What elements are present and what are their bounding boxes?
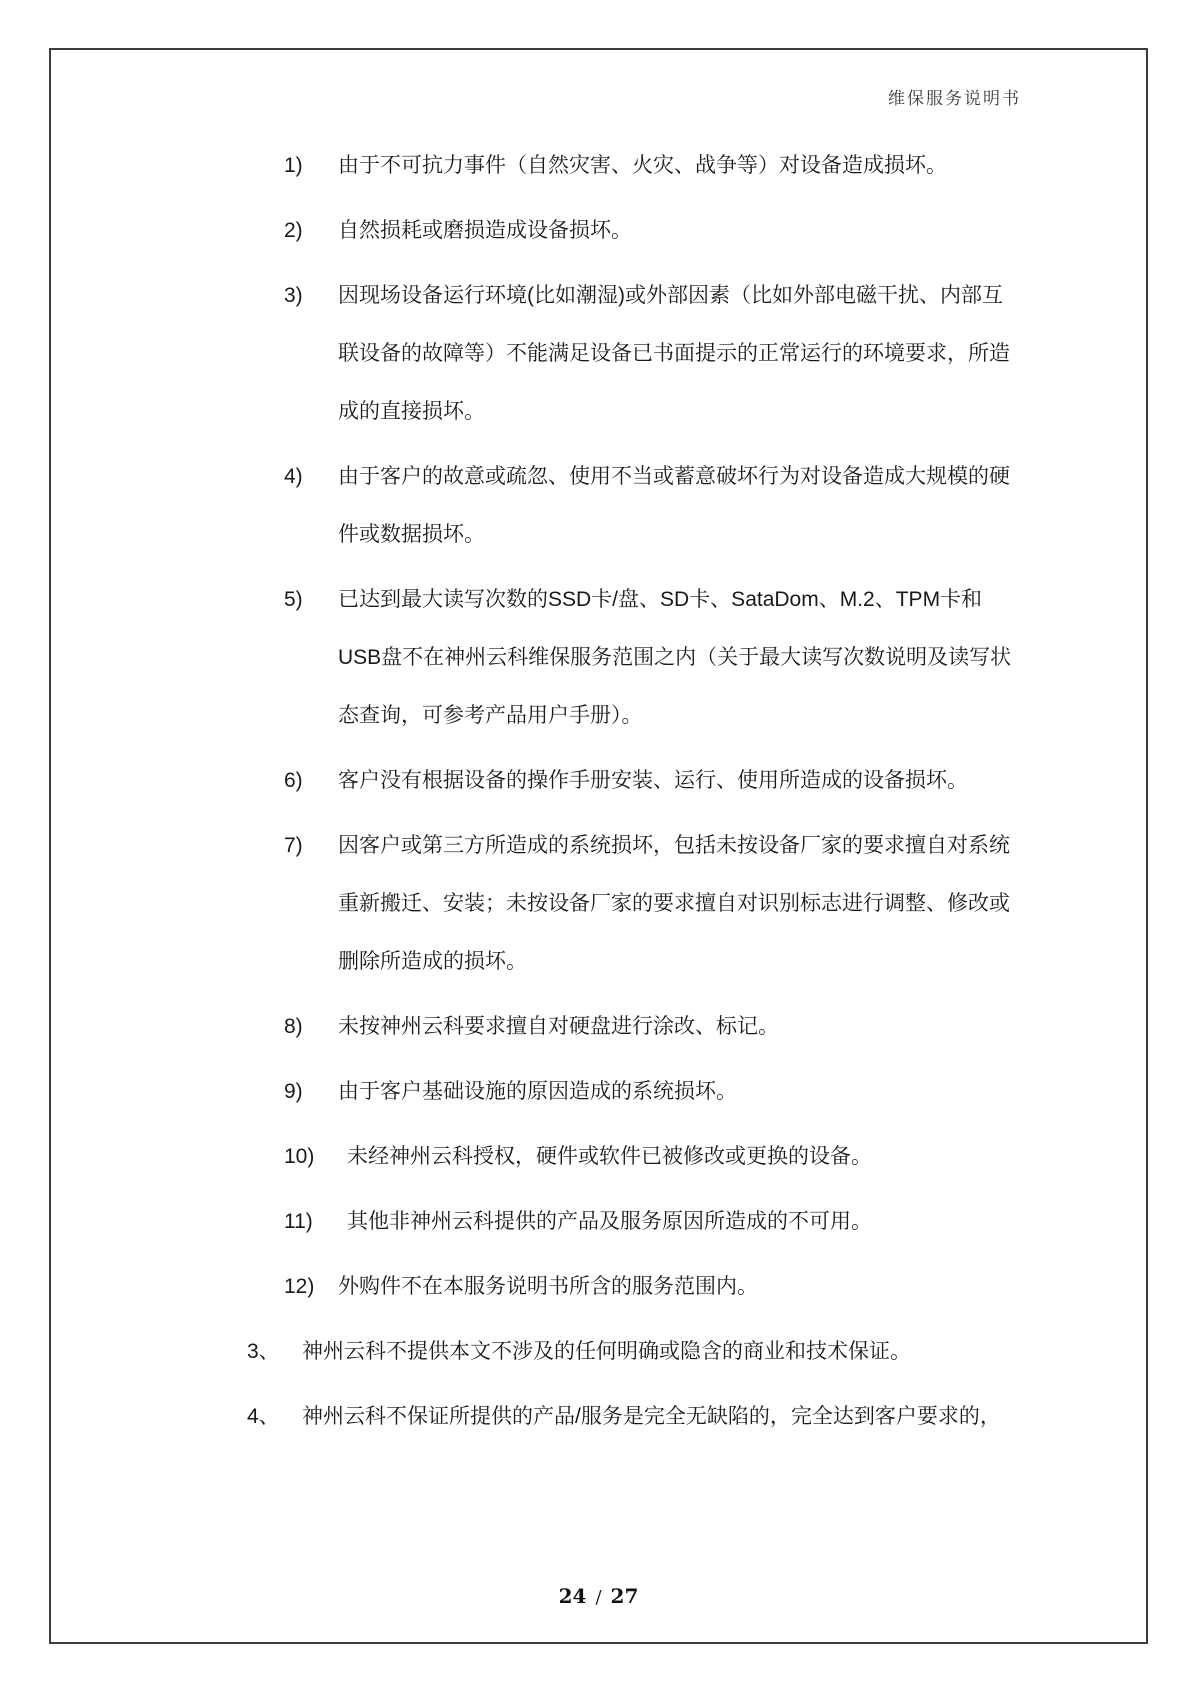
list-item bbox=[284, 137, 1044, 195]
page-number-separator: / bbox=[595, 1587, 602, 1608]
document-header-title: 维保服务说明书 bbox=[888, 89, 1021, 109]
item-text bbox=[338, 1193, 1044, 1251]
item-text bbox=[338, 998, 1044, 1056]
page-footer bbox=[51, 1584, 1146, 1608]
list-item bbox=[284, 1193, 1044, 1251]
item-line: 外购件不在本服务说明书所含的服务范围内。 bbox=[338, 1275, 758, 1298]
list-item bbox=[284, 448, 1044, 564]
item-text bbox=[338, 1258, 1044, 1316]
item-line: 未经神州云科授权，硬件或软件已被修改或更换的设备。 bbox=[347, 1145, 872, 1168]
item-line: 由于客户的故意或疏忽、使用不当或蓄意破坏行为对设备造成大规模的硬 bbox=[338, 465, 1010, 488]
item-text bbox=[338, 448, 1044, 564]
item-line: 由于不可抗力事件（自然灾害、火灾、战争等）对设备造成损坏。 bbox=[338, 154, 947, 177]
item-line: 重新搬迁、安装；未按设备厂家的要求擅自对识别标志进行调整、修改或 bbox=[338, 892, 1010, 915]
item-number: 3、 bbox=[247, 1340, 280, 1363]
item-line: 件或数据损坏。 bbox=[338, 523, 485, 546]
list-item-main bbox=[247, 1388, 1044, 1446]
item-line: 其他非神州云科提供的产品及服务原因所造成的不可用。 bbox=[347, 1210, 872, 1233]
item-line: 客户没有根据设备的操作手册安装、运行、使用所造成的设备损坏。 bbox=[338, 769, 968, 792]
page-frame bbox=[49, 48, 1148, 1644]
item-line: 态查询，可参考产品用户手册）。 bbox=[338, 704, 643, 727]
item-number: 7) bbox=[284, 834, 303, 857]
item-number: 4、 bbox=[247, 1405, 280, 1428]
item-line: 由于客户基础设施的原因造成的系统损坏。 bbox=[338, 1080, 737, 1103]
list-item bbox=[284, 817, 1044, 991]
list-item bbox=[284, 1128, 1044, 1186]
item-text bbox=[302, 1323, 1044, 1381]
list-item bbox=[284, 752, 1044, 810]
item-line: 成的直接损坏。 bbox=[338, 400, 485, 423]
item-number: 8) bbox=[284, 1015, 303, 1038]
list-item bbox=[284, 998, 1044, 1056]
item-number: 10) bbox=[284, 1145, 315, 1168]
item-line: 删除所造成的损坏。 bbox=[338, 950, 527, 973]
item-number: 3) bbox=[284, 284, 303, 307]
item-line: USB盘不在神州云科维保服务范围之内（关于最大读写次数说明及读写状 bbox=[338, 646, 1012, 669]
list-item bbox=[284, 202, 1044, 260]
list-item bbox=[284, 571, 1044, 745]
item-text bbox=[338, 202, 1044, 260]
item-number: 9) bbox=[284, 1080, 303, 1103]
page-number-current: 24 bbox=[558, 1584, 587, 1608]
item-line: 神州云科不提供本文不涉及的任何明确或隐含的商业和技术保证。 bbox=[302, 1340, 911, 1363]
item-text bbox=[338, 571, 1044, 745]
item-line: 因客户或第三方所造成的系统损坏，包括未按设备厂家的要求擅自对系统 bbox=[338, 834, 1010, 857]
item-text bbox=[338, 817, 1044, 991]
list-item bbox=[284, 267, 1044, 441]
page-number-total: 27 bbox=[610, 1584, 639, 1608]
list-item-main bbox=[247, 1323, 1044, 1381]
item-text bbox=[338, 752, 1044, 810]
item-text bbox=[338, 1063, 1044, 1121]
item-line: 未按神州云科要求擅自对硬盘进行涂改、标记。 bbox=[338, 1015, 779, 1038]
list-item bbox=[284, 1063, 1044, 1121]
item-text bbox=[338, 137, 1044, 195]
item-text bbox=[338, 1128, 1044, 1186]
list-item bbox=[284, 1258, 1044, 1316]
item-number: 11) bbox=[284, 1210, 313, 1233]
item-number: 6) bbox=[284, 769, 303, 792]
item-line: 联设备的故障等）不能满足设备已书面提示的正常运行的环境要求，所造 bbox=[338, 342, 1010, 365]
item-number: 12) bbox=[284, 1275, 315, 1298]
item-number: 2) bbox=[284, 219, 303, 242]
item-number: 1) bbox=[284, 154, 303, 177]
item-line: 已达到最大读写次数的SSD卡/盘、SD卡、SataDom、M.2、TPM卡和 bbox=[338, 588, 983, 611]
item-number: 4) bbox=[284, 465, 303, 488]
exclusion-list bbox=[247, 137, 1044, 1453]
item-text bbox=[338, 267, 1044, 441]
item-line: 因现场设备运行环境(比如潮湿)或外部因素（比如外部电磁干扰、内部互 bbox=[338, 284, 1003, 307]
item-number: 5) bbox=[284, 588, 303, 611]
item-line: 自然损耗或磨损造成设备损坏。 bbox=[338, 219, 632, 242]
item-text bbox=[302, 1388, 1044, 1446]
item-line: 神州云科不保证所提供的产品/服务是完全无缺陷的，完全达到客户要求的， bbox=[302, 1405, 1001, 1428]
